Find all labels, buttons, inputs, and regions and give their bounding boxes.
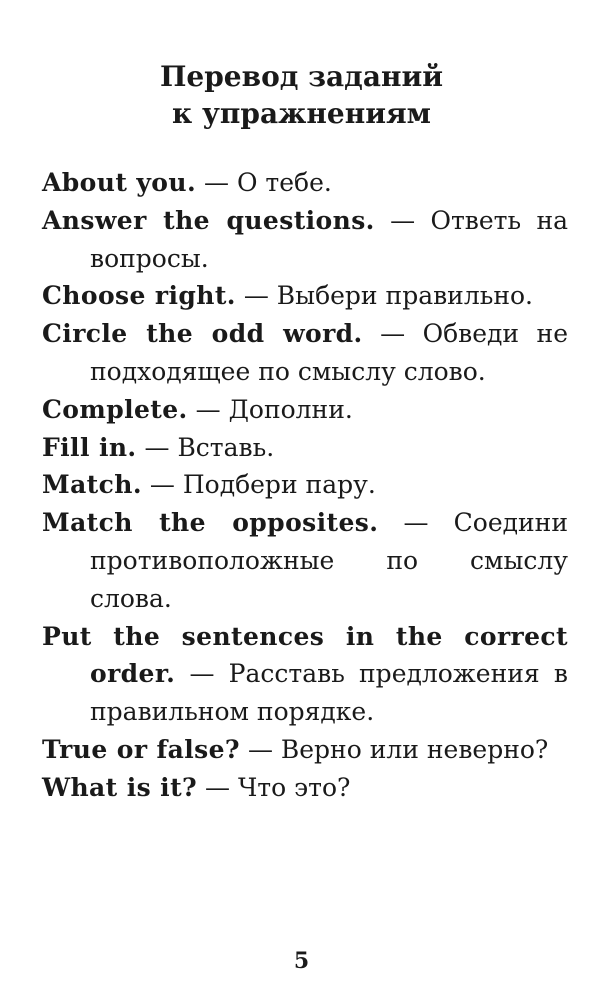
entry-translation: Выбери правильно. bbox=[276, 281, 533, 311]
entry-translation: Ответь на вопросы. bbox=[90, 205, 569, 273]
glossary-entry: What is it? — Что это? bbox=[42, 772, 351, 802]
entry-term: Put the sentences in the correct order. bbox=[42, 621, 568, 689]
entry-term: True or false? bbox=[42, 734, 240, 764]
entry-term: Answer the questions. bbox=[42, 205, 375, 235]
entry-translation: Вставь. bbox=[177, 432, 275, 462]
entry-translation: Обведи не подходящее по смыслу слово. bbox=[90, 319, 568, 386]
entry-translation: Соедини противоположные по смыслу слова. bbox=[90, 508, 568, 613]
entry-term: Complete. bbox=[42, 394, 188, 424]
page-title-line-1: Перевод заданий bbox=[159, 60, 444, 93]
glossary-entry: True or false? — Верно или неверно? bbox=[42, 734, 549, 764]
entry-term: About you. bbox=[42, 168, 197, 197]
page-number: 5 bbox=[293, 948, 310, 974]
glossary-entry: Match the opposites. — Соедини противоположные по смыслу слова. bbox=[42, 508, 568, 613]
entry-term: Fill in. bbox=[42, 432, 137, 462]
entry-term: Choose right. bbox=[42, 281, 236, 311]
entry-term: Match. bbox=[42, 470, 142, 500]
entry-translation: О тебе. bbox=[236, 168, 332, 197]
glossary-entry: Answer the questions. — Ответь на вопросы. bbox=[42, 205, 569, 273]
entry-translation: Расставь предложения в правильном порядке. bbox=[90, 659, 568, 727]
glossary-entry: Fill in. — Вставь. bbox=[42, 432, 275, 462]
glossary-entry: Circle the odd word. — Обведи не подходящее по смыслу слово. bbox=[42, 319, 568, 386]
glossary-entry: Choose right. — Выбери правильно. bbox=[42, 281, 533, 311]
entry-translation: Что это? bbox=[237, 772, 351, 802]
glossary-entry: Complete. — Дополни. bbox=[42, 394, 353, 424]
page-title bbox=[0, 58, 603, 132]
entry-term: Match the opposites. bbox=[42, 508, 379, 538]
entry-translation: Дополни. bbox=[228, 394, 353, 424]
glossary-entry: Match. — Подбери пару. bbox=[42, 470, 376, 500]
entry-term: What is it? bbox=[42, 772, 198, 802]
entry-term: Circle the odd word. bbox=[42, 319, 363, 349]
glossary-entry: Put the sentences in the correct order. — Расставь предложения в правильном порядке. bbox=[42, 621, 568, 727]
entry-translation: Подбери пару. bbox=[182, 470, 376, 500]
instruction-glossary bbox=[42, 164, 568, 807]
page-title-line-2: к упражнениям bbox=[172, 97, 431, 130]
glossary-entry: About you. — О тебе. bbox=[42, 168, 332, 197]
entry-translation: Верно или неверно? bbox=[280, 734, 549, 764]
